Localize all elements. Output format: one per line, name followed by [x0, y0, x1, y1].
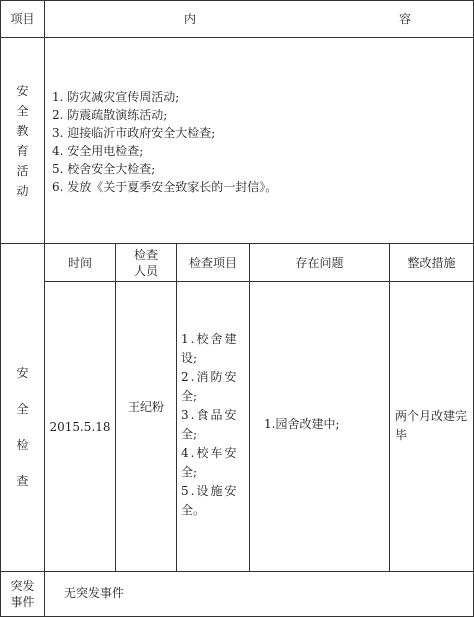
column-header-inspectors-line2: 人员	[133, 263, 158, 278]
inspection-label-char: 检	[16, 437, 29, 452]
inspection-label	[1, 282, 44, 571]
inspection-items-list	[181, 330, 247, 520]
list-item: 2. 防震疏散演练活动;	[52, 108, 168, 122]
list-item: 全;	[181, 389, 198, 403]
col-divider-inspector	[176, 243, 177, 571]
list-item: 2.消防安	[181, 370, 239, 384]
education-label-char: 活	[16, 163, 29, 178]
list-item: 4. 安全用电检查;	[52, 144, 144, 158]
inspection-measure: 两个月改建完毕	[395, 409, 468, 442]
inspection-problem: 1.园舍改建中;	[264, 417, 340, 431]
inspection-label-char: 安	[16, 365, 29, 380]
list-item: 6. 发放《关于夏季安全致家长的一封信》。	[52, 180, 278, 194]
education-label	[1, 38, 44, 243]
list-item: 设;	[181, 351, 198, 365]
emergency-label	[1, 572, 44, 616]
list-item: 全;	[181, 465, 198, 479]
list-item: 1. 防灾减灾宣传周活动;	[52, 90, 180, 104]
inspection-label-char: 全	[16, 401, 29, 416]
inspection-date: 2015.5.18	[49, 419, 111, 434]
col-divider-problems	[389, 243, 390, 571]
emergency-label-line1: 突发	[10, 579, 35, 593]
header-project: 项目	[10, 12, 35, 26]
list-item: 全;	[181, 427, 198, 441]
column-header-items: 检查项目	[188, 255, 237, 270]
header-content-right: 容	[398, 12, 411, 26]
education-activity-list	[52, 88, 467, 196]
education-label-char: 全	[16, 103, 29, 118]
list-item: 5.设施安	[181, 484, 239, 498]
education-label-char: 动	[16, 183, 29, 198]
row-divider-inspection	[0, 571, 474, 572]
row-divider-header	[0, 37, 474, 38]
header-content-left: 内	[183, 12, 196, 26]
column-header-inspectors-line1: 检查	[133, 247, 158, 262]
emergency-label-line2: 事件	[10, 595, 35, 609]
education-label-char: 安	[16, 83, 29, 98]
list-item: 3.食品安	[181, 408, 239, 422]
col-divider-items	[249, 243, 250, 571]
list-item: 4.校车安	[181, 446, 239, 460]
emergency-content: 无突发事件	[64, 586, 125, 600]
list-item: 3. 迎接临沂市政府安全大检查;	[52, 126, 216, 140]
inspection-label-char: 查	[16, 473, 29, 488]
column-header-measures: 整改措施	[407, 255, 456, 270]
inspector-name: 王纪粉	[127, 400, 164, 414]
education-label-char: 教	[16, 123, 29, 138]
list-item: 1.校舍建	[181, 332, 239, 346]
column-header-inspectors	[116, 244, 176, 281]
column-header-problems: 存在问题	[295, 255, 344, 270]
list-item: 全。	[181, 503, 206, 517]
list-item: 5. 校舍安全大检查;	[52, 162, 156, 176]
education-label-char: 育	[16, 143, 29, 158]
column-header-time: 时间	[67, 255, 92, 270]
